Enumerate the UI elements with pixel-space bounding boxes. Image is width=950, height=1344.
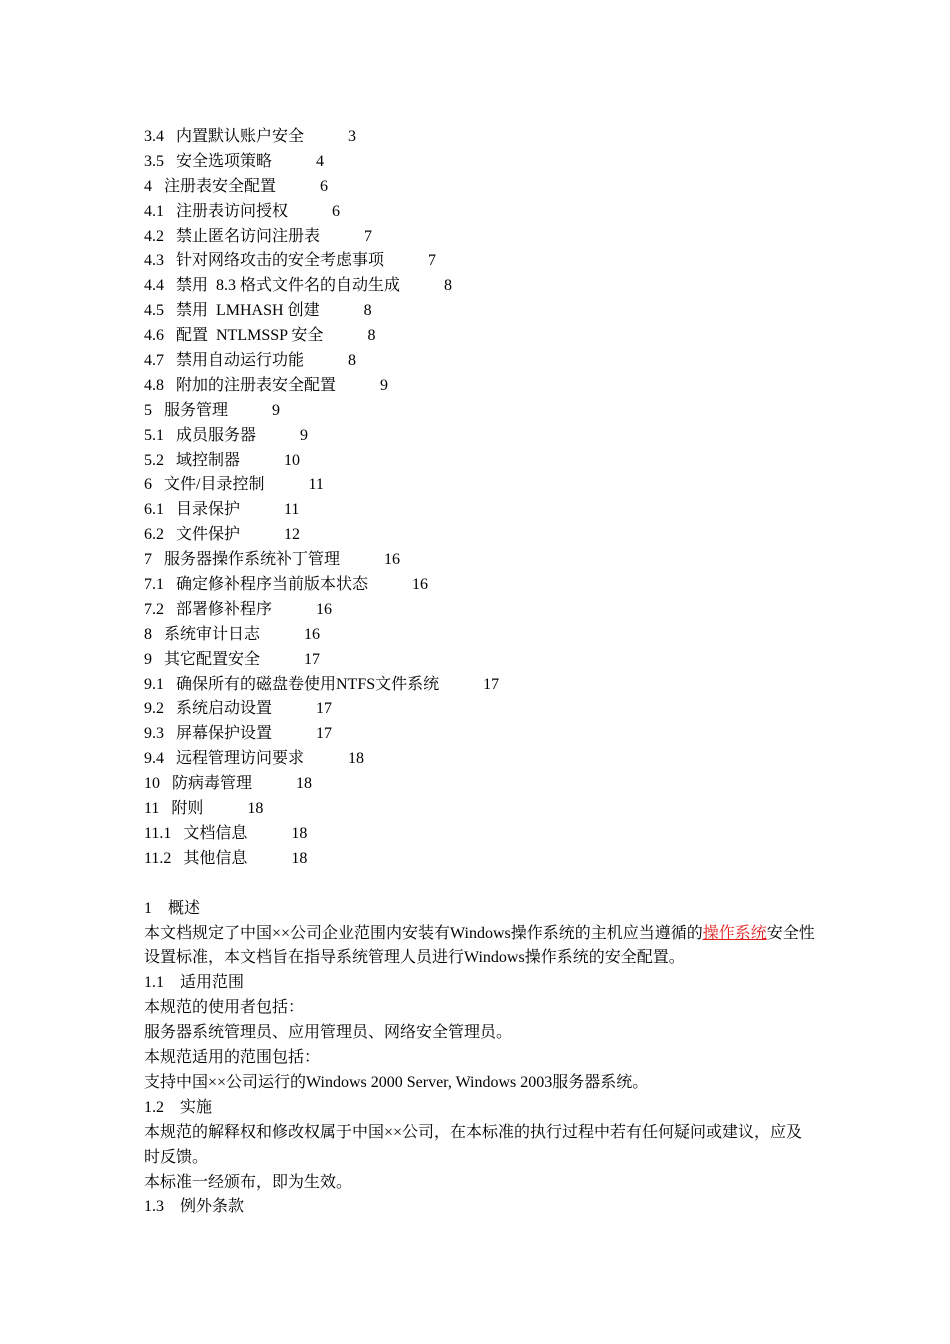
toc-entry[interactable] — [144, 125, 824, 150]
toc-page-number: 16 — [384, 551, 401, 569]
toc-title: 针对网络攻击的安全考虑事项 — [176, 252, 385, 270]
paragraph: 支持中国××公司运行的Windows 2000 Server, Windows 2003服务器系统。 — [144, 1073, 649, 1091]
toc-entry[interactable] — [144, 648, 824, 673]
toc-number: 9.3 — [144, 725, 164, 743]
toc-page-number: 9 — [300, 426, 309, 444]
toc-number: 9.2 — [144, 700, 164, 718]
toc-number: 9 — [144, 650, 152, 668]
toc-entry[interactable] — [144, 747, 824, 772]
toc-entry[interactable] — [144, 249, 824, 274]
toc-number: 3.4 — [144, 128, 164, 145]
toc-entry[interactable] — [144, 847, 824, 872]
paragraph: 服务器系统管理员、应用管理员、网络安全管理员。 — [144, 1024, 513, 1042]
toc-page-number: 6 — [332, 202, 341, 220]
toc-entry[interactable] — [144, 623, 824, 648]
toc-page-number: 8 — [444, 277, 453, 295]
toc-entry[interactable] — [144, 399, 824, 424]
toc-number: 4.7 — [144, 352, 164, 370]
paragraph: 本规范的解释权和修改权属于中国××公司，在本标准的执行过程中若有任何疑问或建议，应及时反馈。 — [144, 1123, 803, 1166]
toc-number: 9.1 — [144, 675, 164, 693]
toc-title: 远程管理访问要求 — [176, 750, 305, 768]
toc-page-number: 10 — [284, 451, 301, 469]
toc-page-number: 17 — [316, 725, 333, 743]
section-heading-1: 1 概述 — [144, 899, 201, 917]
toc-title: 系统审计日志 — [164, 625, 261, 643]
toc-title: 禁用自动运行功能 — [176, 352, 305, 370]
toc-title: 屏幕保护设置 — [176, 725, 273, 743]
section-1-paragraph — [144, 922, 824, 972]
toc-number: 9.4 — [144, 750, 164, 768]
toc-number: 4.1 — [144, 202, 164, 220]
toc-number: 5 — [144, 401, 152, 419]
toc-number: 11 — [144, 800, 160, 818]
toc-entry[interactable] — [144, 274, 824, 299]
toc-title: 禁用 LMHASH 创建 — [176, 302, 320, 320]
toc-page-number: 11 — [308, 476, 324, 494]
toc-entry[interactable] — [144, 772, 824, 797]
toc-entry[interactable] — [144, 697, 824, 722]
toc-number: 5.1 — [144, 426, 164, 444]
section-heading-1-2: 1.2 实施 — [144, 1098, 213, 1116]
toc-title: 注册表安全配置 — [164, 177, 277, 195]
toc-entry[interactable] — [144, 797, 824, 822]
toc-entry[interactable] — [144, 548, 824, 573]
toc-number: 7 — [144, 551, 152, 569]
toc-entry[interactable] — [144, 324, 824, 349]
toc-number: 11.1 — [144, 824, 172, 842]
toc-page-number: 9 — [272, 401, 281, 419]
toc-number: 4.2 — [144, 227, 164, 245]
toc-page-number: 11 — [284, 501, 300, 519]
toc-number: 6.2 — [144, 526, 164, 544]
toc-entry[interactable] — [144, 374, 824, 399]
toc-number: 10 — [144, 775, 160, 793]
toc-entry[interactable] — [144, 225, 824, 250]
toc-page-number: 17 — [483, 675, 500, 693]
toc-title: 文档信息 — [183, 824, 248, 842]
toc-page-number: 16 — [412, 576, 429, 594]
toc-title: 防病毒管理 — [172, 775, 253, 793]
toc-title: 附则 — [171, 800, 204, 818]
toc-page-number: 6 — [320, 177, 329, 195]
toc-page-number: 18 — [247, 800, 264, 818]
toc-entry[interactable] — [144, 200, 824, 225]
toc-number: 4.8 — [144, 376, 164, 394]
toc-entry[interactable] — [144, 822, 824, 847]
toc-title: 确定修补程序当前版本状态 — [176, 576, 369, 594]
toc-page-number: 18 — [291, 824, 308, 842]
toc-entry[interactable] — [144, 523, 824, 548]
toc-page-number: 12 — [284, 526, 301, 544]
toc-page-number: 8 — [367, 327, 376, 345]
toc-title: 成员服务器 — [176, 426, 257, 444]
toc-entry[interactable] — [144, 673, 824, 698]
toc-entry[interactable] — [144, 473, 824, 498]
toc-page-number: 17 — [304, 650, 321, 668]
toc-title: 其他信息 — [183, 849, 248, 867]
toc-entry[interactable] — [144, 150, 824, 175]
toc-page-number: 7 — [428, 252, 437, 270]
document-page — [144, 125, 824, 1220]
toc-entry[interactable] — [144, 175, 824, 200]
toc-title: 服务器操作系统补丁管理 — [164, 551, 341, 569]
toc-title: 部署修补程序 — [176, 600, 273, 618]
toc-number: 4.5 — [144, 302, 164, 320]
toc-title: 配置 NTLMSSP 安全 — [176, 327, 324, 345]
toc-number: 6.1 — [144, 501, 164, 519]
toc-number: 7.2 — [144, 600, 164, 618]
toc-page-number: 18 — [291, 849, 308, 867]
toc-number: 8 — [144, 625, 152, 643]
toc-page-number: 8 — [363, 302, 372, 320]
table-of-contents — [144, 125, 824, 872]
toc-entry[interactable] — [144, 424, 824, 449]
toc-number: 3.5 — [144, 152, 164, 170]
toc-number: 11.2 — [144, 849, 172, 867]
toc-entry[interactable] — [144, 498, 824, 523]
toc-page-number: 18 — [348, 750, 365, 768]
toc-title: 确保所有的磁盘卷使用NTFS文件系统 — [176, 675, 440, 693]
toc-number: 7.1 — [144, 576, 164, 594]
toc-page-number: 18 — [296, 775, 313, 793]
toc-entry[interactable] — [144, 573, 824, 598]
toc-title: 目录保护 — [176, 501, 241, 519]
toc-title: 文件保护 — [176, 526, 241, 544]
toc-page-number: 16 — [304, 625, 321, 643]
paragraph: 本规范适用的范围包括： — [144, 1049, 321, 1067]
toc-title: 系统启动设置 — [176, 700, 273, 718]
toc-title: 禁止匿名访问注册表 — [176, 227, 321, 245]
toc-page-number: 3 — [348, 128, 357, 145]
paragraph: 本标准一经颁布，即为生效。 — [144, 1173, 353, 1191]
toc-entry[interactable] — [144, 598, 824, 623]
toc-page-number: 4 — [316, 152, 325, 170]
toc-title: 服务管理 — [164, 401, 229, 419]
toc-title: 文件/目录控制 — [164, 476, 265, 494]
section-heading-1-3: 1.3 例外条款 — [144, 1198, 245, 1216]
toc-page-number: 16 — [316, 600, 333, 618]
toc-entry[interactable] — [144, 722, 824, 747]
toc-title: 附加的注册表安全配置 — [176, 376, 337, 394]
toc-number: 4.6 — [144, 327, 164, 345]
toc-number: 4 — [144, 177, 152, 195]
paragraph: 本规范的使用者包括： — [144, 999, 305, 1017]
toc-title: 域控制器 — [176, 451, 241, 469]
toc-entry[interactable] — [144, 449, 824, 474]
toc-entry[interactable] — [144, 349, 824, 374]
toc-title: 禁用 8.3 格式文件名的自动生成 — [176, 277, 401, 295]
toc-number: 5.2 — [144, 451, 164, 469]
toc-number: 4.4 — [144, 277, 164, 295]
toc-page-number: 7 — [364, 227, 373, 245]
toc-page-number: 8 — [348, 352, 357, 370]
toc-title: 内置默认账户安全 — [176, 128, 305, 145]
toc-entry[interactable] — [144, 299, 824, 324]
os-link[interactable]: 操作系统 — [702, 924, 767, 942]
toc-number: 6 — [144, 476, 152, 494]
paragraph-text: 安全性设置标准，本文档旨在指导系统管理人员进行Windows操作系统的安全配置。 — [144, 924, 815, 967]
toc-title: 安全选项策略 — [176, 152, 273, 170]
spacer — [144, 872, 824, 897]
toc-number: 4.3 — [144, 252, 164, 270]
paragraph-text: 本文档规定了中国××公司企业范围内安装有Windows操作系统的主机应当遵循的 — [144, 924, 703, 942]
toc-page-number: 9 — [380, 376, 389, 394]
toc-title: 注册表访问授权 — [176, 202, 289, 220]
toc-title: 其它配置安全 — [164, 650, 261, 668]
section-heading-1-1: 1.1 适用范围 — [144, 974, 245, 992]
toc-page-number: 17 — [316, 700, 333, 718]
